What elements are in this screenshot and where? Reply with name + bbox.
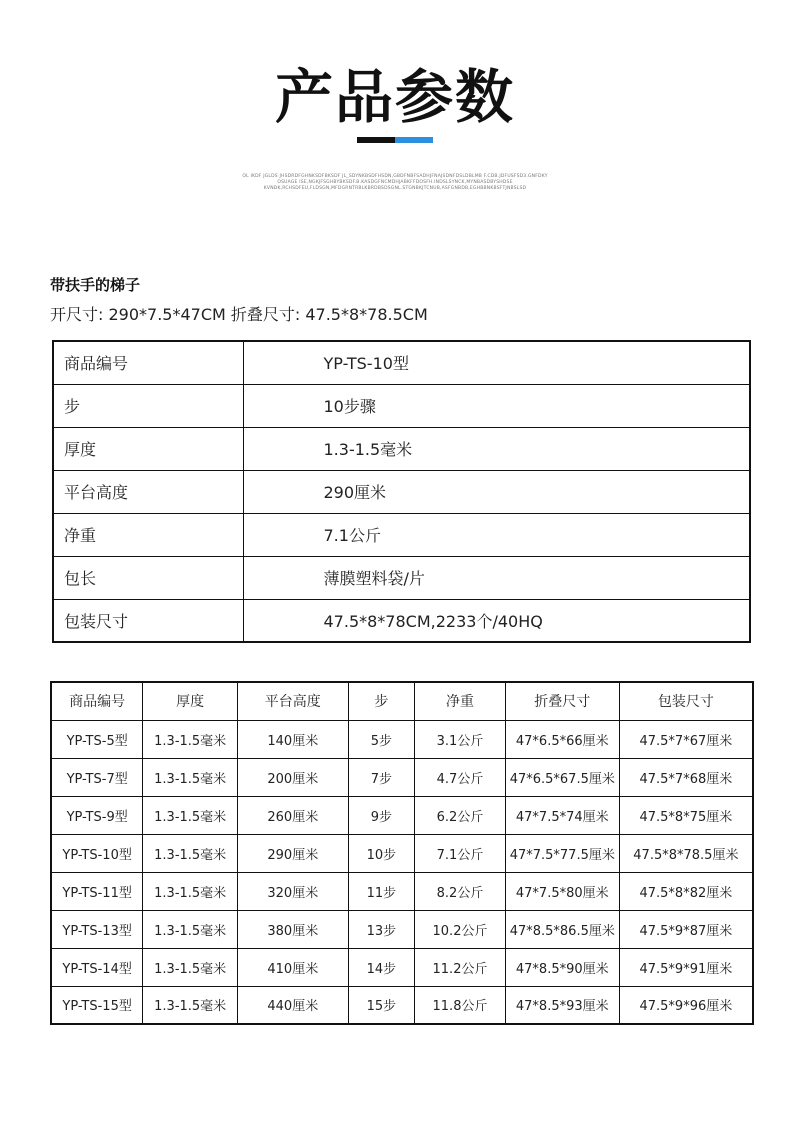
accent-bar-black	[357, 137, 395, 143]
spec-value: YP-TS-10型	[243, 341, 750, 384]
spec-row	[53, 513, 750, 556]
model-cell: 8.2公斤	[415, 872, 506, 910]
model-column-header: 折叠尺寸	[505, 682, 619, 720]
model-cell: 290厘米	[238, 834, 348, 872]
model-cell: 7步	[348, 758, 415, 796]
spec-label: 包装尺寸	[53, 599, 243, 642]
model-cell: 11.8公斤	[415, 986, 506, 1024]
model-column-header: 净重	[415, 682, 506, 720]
model-cell: YP-TS-11型	[51, 872, 143, 910]
model-cell: 140厘米	[238, 720, 348, 758]
model-cell: YP-TS-15型	[51, 986, 143, 1024]
model-cell: 7.1公斤	[415, 834, 506, 872]
model-cell: 11步	[348, 872, 415, 910]
model-cell: 5步	[348, 720, 415, 758]
model-column-header: 厚度	[143, 682, 238, 720]
spec-value: 290厘米	[243, 470, 750, 513]
model-cell: 47.5*8*82厘米	[619, 872, 753, 910]
accent-bar-blue	[395, 137, 433, 143]
spec-label: 包长	[53, 556, 243, 599]
model-cell: 1.3-1.5毫米	[143, 948, 238, 986]
model-cell: 47*8.5*90厘米	[505, 948, 619, 986]
model-cell: 3.1公斤	[415, 720, 506, 758]
model-cell: 47.5*8*78.5厘米	[619, 834, 753, 872]
model-cell: YP-TS-9型	[51, 796, 143, 834]
model-cell: 47*8.5*86.5厘米	[505, 910, 619, 948]
spec-label: 步	[53, 384, 243, 427]
model-row	[51, 758, 753, 796]
spec-row	[53, 556, 750, 599]
model-row	[51, 872, 753, 910]
model-cell: YP-TS-13型	[51, 910, 143, 948]
spec-label: 平台高度	[53, 470, 243, 513]
spec-value: 7.1公斤	[243, 513, 750, 556]
model-cell: 14步	[348, 948, 415, 986]
model-row	[51, 796, 753, 834]
spec-value: 1.3-1.5毫米	[243, 427, 750, 470]
model-table	[50, 681, 754, 1025]
model-row	[51, 834, 753, 872]
model-cell: 1.3-1.5毫米	[143, 872, 238, 910]
model-cell: 47.5*9*87厘米	[619, 910, 753, 948]
model-cell: 410厘米	[238, 948, 348, 986]
model-cell: 10步	[348, 834, 415, 872]
model-cell: 200厘米	[238, 758, 348, 796]
model-cell: 47.5*7*68厘米	[619, 758, 753, 796]
decorative-filler-text	[200, 174, 590, 192]
model-cell: 47*6.5*66厘米	[505, 720, 619, 758]
model-cell: 15步	[348, 986, 415, 1024]
spec-label: 厚度	[53, 427, 243, 470]
model-column-header: 平台高度	[238, 682, 348, 720]
filler-line: OL IKDF JGLDS JHSDRDFGHNKSDFBKSDF JL_SDYNKBSDFHSDN,GBDFNBFSADHJFNAJSDNFDSLDBLMB F.CDB.JDFUSFSD3.GNFDKY	[242, 174, 548, 179]
spec-value: 薄膜塑料袋/片	[243, 556, 750, 599]
spec-row	[53, 470, 750, 513]
spec-row	[53, 341, 750, 384]
model-cell: 380厘米	[238, 910, 348, 948]
spec-table	[52, 340, 751, 643]
spec-label: 商品编号	[53, 341, 243, 384]
model-cell: 320厘米	[238, 872, 348, 910]
model-cell: 1.3-1.5毫米	[143, 986, 238, 1024]
model-cell: 47.5*8*75厘米	[619, 796, 753, 834]
model-cell: 47.5*9*96厘米	[619, 986, 753, 1024]
model-cell: 260厘米	[238, 796, 348, 834]
model-cell: 11.2公斤	[415, 948, 506, 986]
model-cell: YP-TS-5型	[51, 720, 143, 758]
model-cell: 4.7公斤	[415, 758, 506, 796]
model-cell: YP-TS-10型	[51, 834, 143, 872]
model-row	[51, 948, 753, 986]
model-cell: YP-TS-7型	[51, 758, 143, 796]
model-cell: 6.2公斤	[415, 796, 506, 834]
spec-row	[53, 599, 750, 642]
model-cell: 47*7.5*80厘米	[505, 872, 619, 910]
product-dimensions: 开尺寸: 290*7.5*47CM 折叠尺寸: 47.5*8*78.5CM	[50, 305, 428, 324]
model-cell: 1.3-1.5毫米	[143, 834, 238, 872]
model-cell: 47.5*7*67厘米	[619, 720, 753, 758]
model-cell: 47*6.5*67.5厘米	[505, 758, 619, 796]
model-cell: YP-TS-14型	[51, 948, 143, 986]
model-column-header: 商品编号	[51, 682, 143, 720]
model-cell: 10.2公斤	[415, 910, 506, 948]
spec-value: 47.5*8*78CM,2233个/40HQ	[243, 599, 750, 642]
model-column-header: 包装尺寸	[619, 682, 753, 720]
filler-line: KVNDK,RCHSDFEU,FLDSGN,MFDGRNTRBLKBRDBSDSGNL.STGNBKJTCNUB,ASFGNBDB,EGHBBNKBSFTJNBSLSD	[263, 186, 527, 191]
model-cell: 1.3-1.5毫米	[143, 758, 238, 796]
model-row	[51, 986, 753, 1024]
filler-line: OSUAGE ISE,NGKJFSGHBYBKSDF.B.KASDGFNCMDHJABKFFDOSFH.INDSLSYNCK,MYNBASDBYSHDSE	[277, 180, 513, 185]
spec-value: 10步骤	[243, 384, 750, 427]
model-row	[51, 720, 753, 758]
model-row	[51, 910, 753, 948]
model-cell: 13步	[348, 910, 415, 948]
model-cell: 1.3-1.5毫米	[143, 720, 238, 758]
spec-row	[53, 427, 750, 470]
page-title: 产品参数	[274, 63, 515, 131]
model-cell: 47*7.5*77.5厘米	[505, 834, 619, 872]
model-cell: 47.5*9*91厘米	[619, 948, 753, 986]
model-cell: 47*8.5*93厘米	[505, 986, 619, 1024]
product-subtitle: 带扶手的梯子	[50, 276, 141, 294]
model-cell: 1.3-1.5毫米	[143, 796, 238, 834]
model-table-header-row	[51, 682, 753, 720]
model-cell: 440厘米	[238, 986, 348, 1024]
model-cell: 1.3-1.5毫米	[143, 910, 238, 948]
model-cell: 47*7.5*74厘米	[505, 796, 619, 834]
model-cell: 9步	[348, 796, 415, 834]
spec-row	[53, 384, 750, 427]
model-column-header: 步	[348, 682, 415, 720]
spec-label: 净重	[53, 513, 243, 556]
